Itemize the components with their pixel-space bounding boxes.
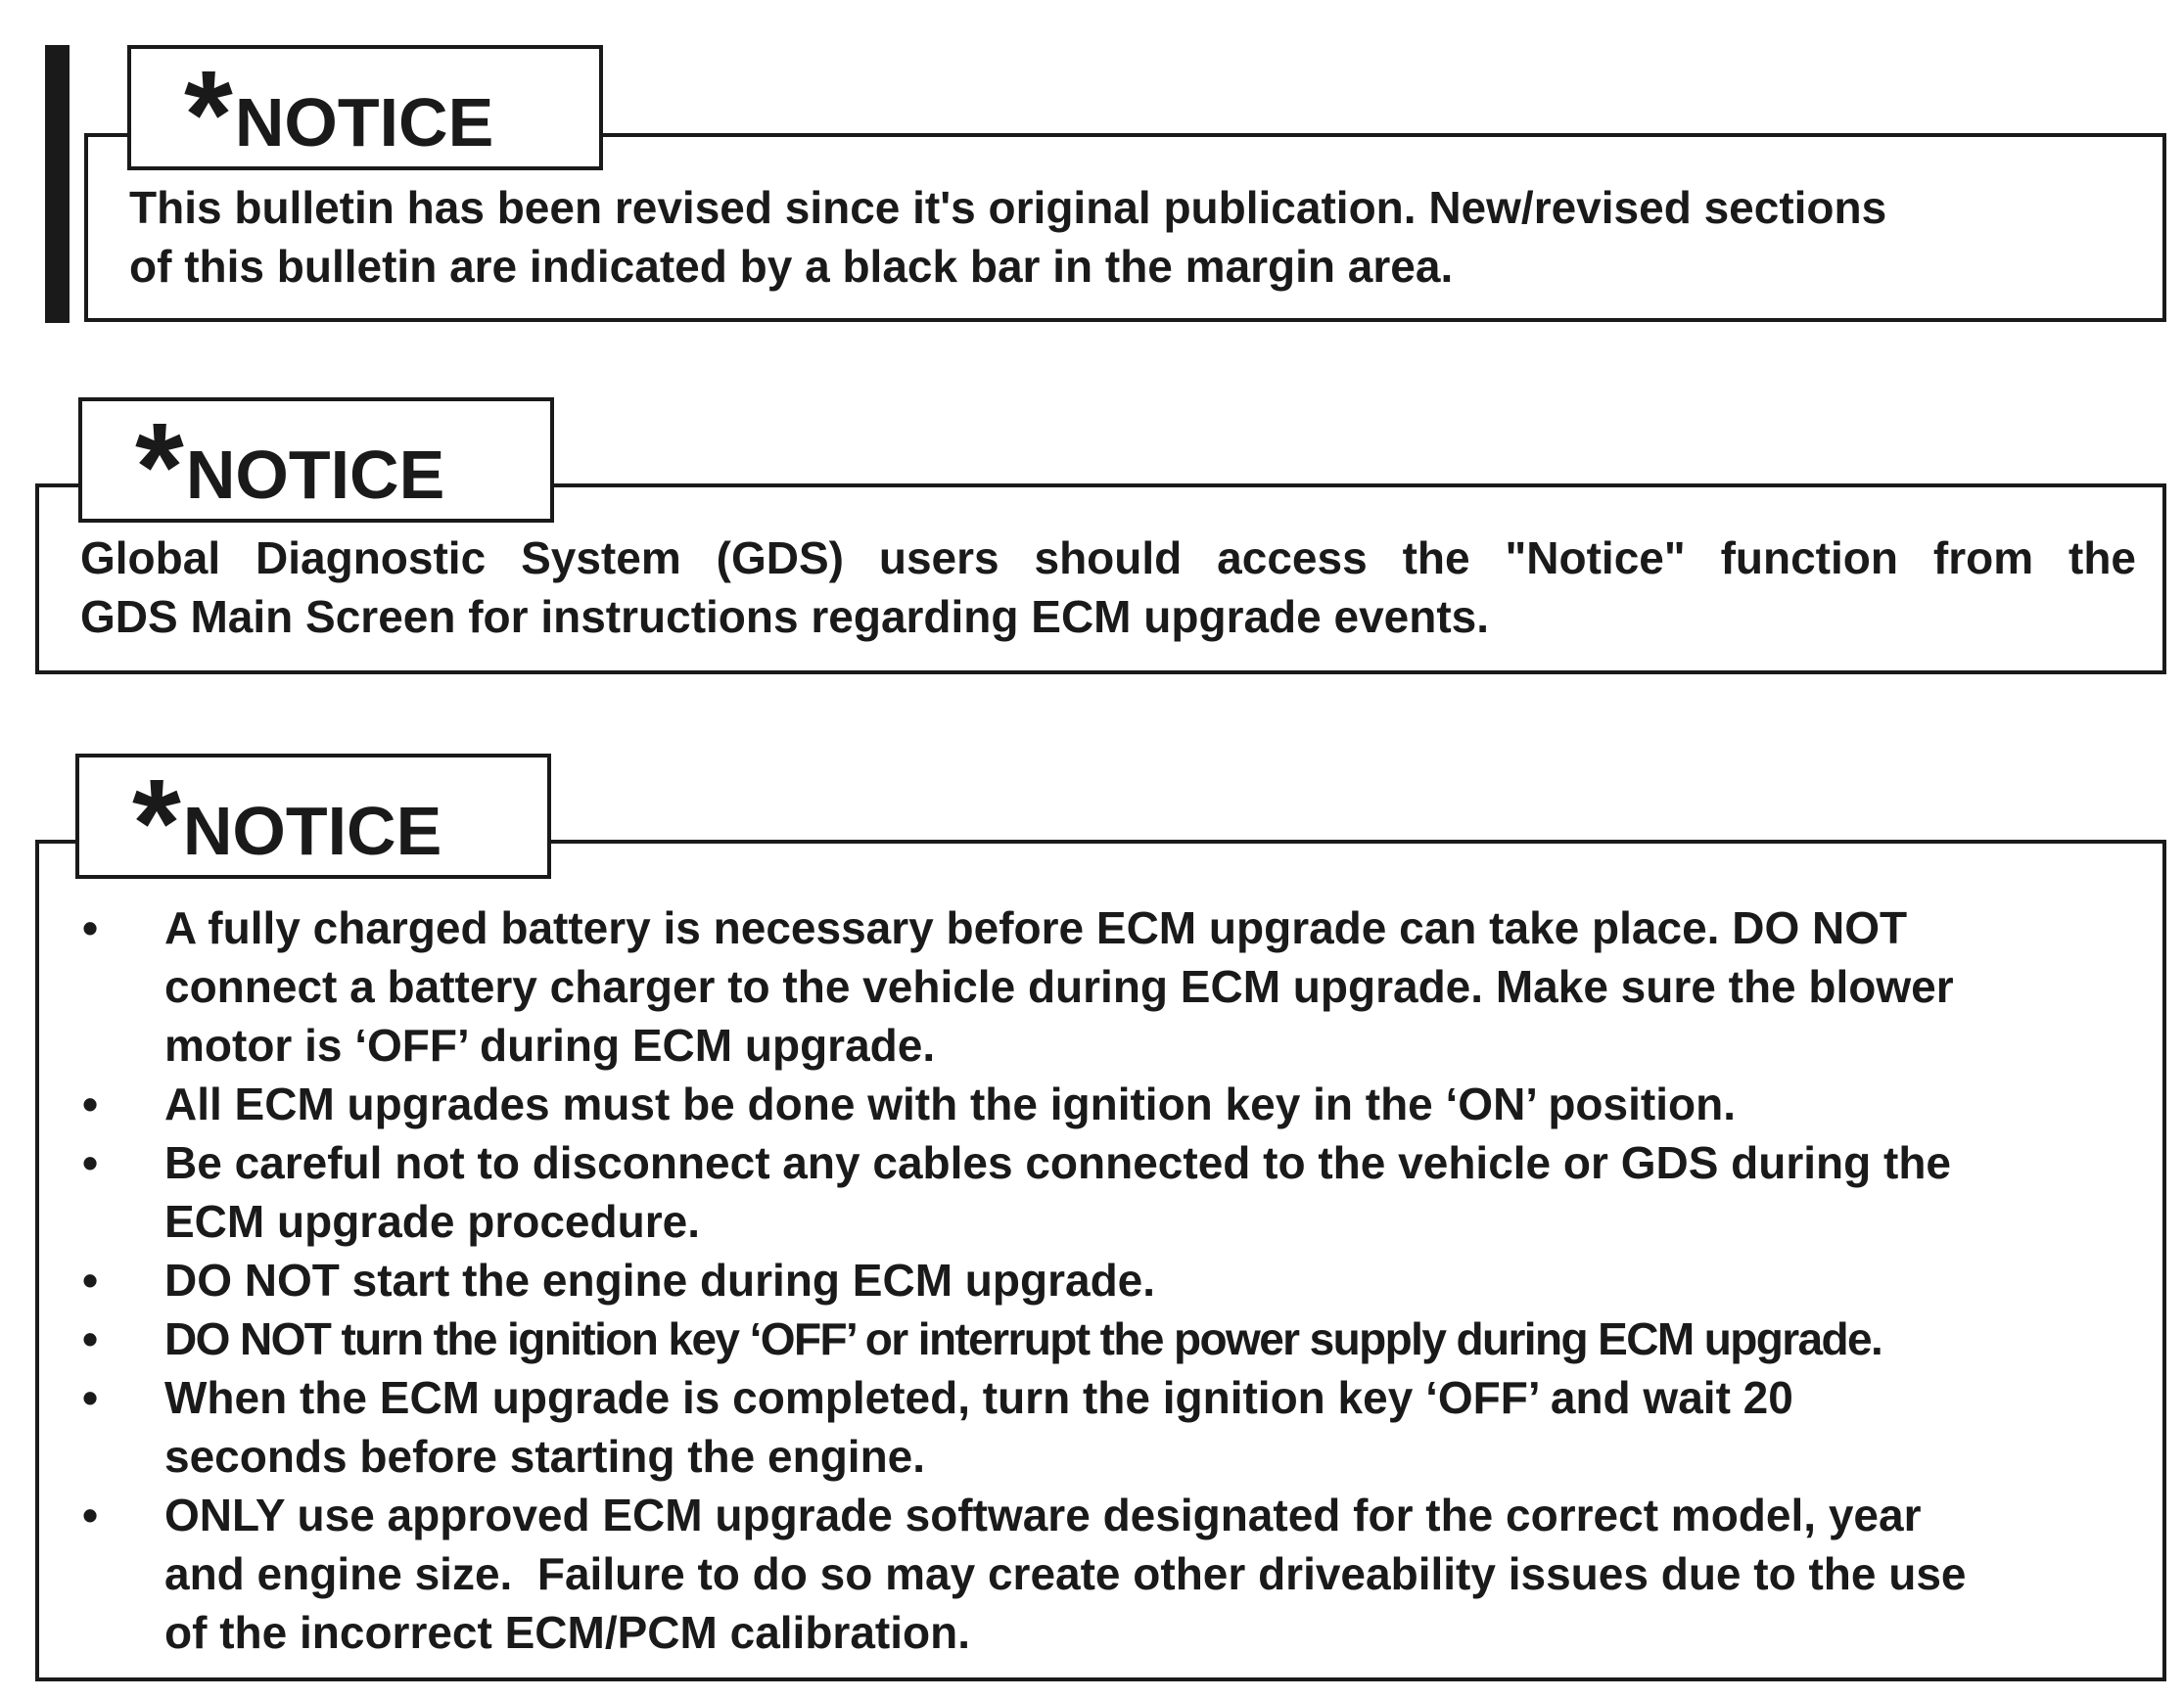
asterisk-icon: * xyxy=(184,45,233,185)
text-line: GDS Main Screen for instructions regarding ECM upgrade events. xyxy=(80,591,1490,642)
bullet-icon: • xyxy=(82,902,99,953)
text-line: DO NOT start the engine during ECM upgrade. xyxy=(164,1255,1156,1306)
notice-heading-tab xyxy=(75,754,551,894)
text-line: motor is ‘OFF’ during ECM upgrade. xyxy=(164,1020,936,1071)
notice-heading-tab xyxy=(78,397,554,537)
list-item xyxy=(82,1309,2148,1368)
list-item xyxy=(82,1075,2148,1133)
bullet-icon: • xyxy=(82,1079,99,1129)
notice-heading: NOTICE xyxy=(182,793,442,869)
list-item xyxy=(82,898,2148,1075)
bullet-icon: • xyxy=(82,1255,99,1306)
notice-text-revision xyxy=(129,178,2146,296)
asterisk-icon: * xyxy=(132,754,181,894)
text-line: All ECM upgrades must be done with the ignition key in the ‘ON’ position. xyxy=(164,1079,1736,1129)
text-line: seconds before starting the engine. xyxy=(164,1431,926,1482)
text-line: connect a battery charger to the vehicle during ECM upgrade. Make sure the blower xyxy=(164,961,1954,1012)
bullet-icon: • xyxy=(82,1372,99,1423)
notice-heading: NOTICE xyxy=(185,436,445,513)
ecm-upgrade-precautions-list xyxy=(82,898,2148,1662)
text-line: A fully charged battery is necessary before ECM upgrade can take place. DO NOT xyxy=(164,902,1908,953)
text-line: ECM upgrade procedure. xyxy=(164,1196,700,1247)
bullet-icon: • xyxy=(82,1137,99,1188)
notice-heading: NOTICE xyxy=(234,84,494,161)
revision-margin-bar xyxy=(45,45,70,323)
text-line: Be careful not to disconnect any cables connected to the vehicle or GDS during the xyxy=(164,1137,1952,1188)
notice-text-gds xyxy=(80,528,2136,646)
text-line: of this bulletin are indicated by a black bar in the margin area. xyxy=(129,241,1454,292)
notice-heading-tab xyxy=(127,45,603,185)
text-line: and engine size. Failure to do so may create other driveability issues due to the use xyxy=(164,1548,1967,1599)
text-line: This bulletin has been revised since it's original publication. New/revised sections xyxy=(129,182,1887,233)
list-item xyxy=(82,1486,2148,1662)
text-line: DO NOT turn the ignition key ‘OFF’ or interrupt the power supply during ECM upgrade. xyxy=(164,1313,1882,1364)
list-item xyxy=(82,1251,2148,1309)
bullet-icon: • xyxy=(82,1490,99,1540)
text-line: When the ECM upgrade is completed, turn the ignition key ‘OFF’ and wait 20 xyxy=(164,1372,1793,1423)
text-line: ONLY use approved ECM upgrade software designated for the correct model, year xyxy=(164,1490,1922,1540)
list-item xyxy=(82,1133,2148,1251)
list-item xyxy=(82,1368,2148,1486)
text-line: of the incorrect ECM/PCM calibration. xyxy=(164,1607,970,1658)
bullet-icon: • xyxy=(82,1313,99,1364)
asterisk-icon: * xyxy=(135,397,184,537)
text-line: Global Diagnostic System (GDS) users should access the "Notice" function from the xyxy=(80,532,2136,583)
